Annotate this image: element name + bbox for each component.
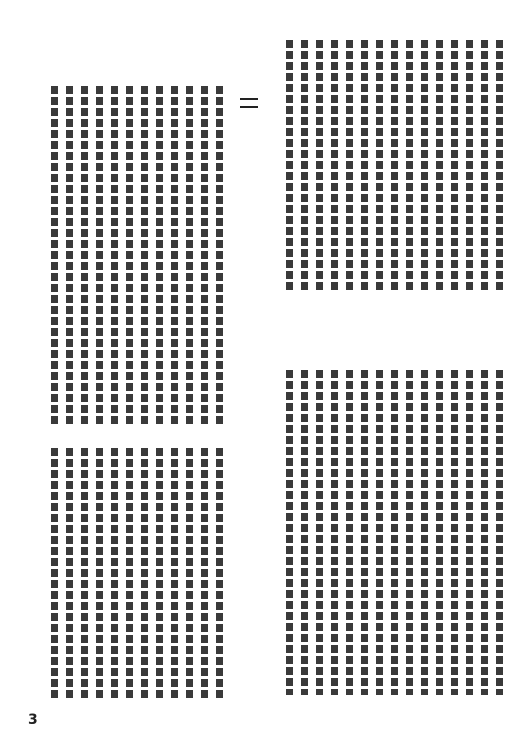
text-column	[495, 370, 504, 695]
text-column	[50, 448, 59, 698]
text-column	[95, 448, 104, 698]
text-column	[125, 86, 134, 426]
text-column	[435, 40, 444, 290]
text-column	[110, 448, 119, 698]
section-marker	[240, 96, 258, 110]
text-column	[405, 40, 414, 290]
text-column	[140, 86, 149, 426]
text-column	[80, 86, 89, 426]
text-column	[330, 40, 339, 290]
text-column	[185, 86, 194, 426]
text-column	[155, 448, 164, 698]
text-column	[215, 448, 224, 698]
text-column	[345, 40, 354, 290]
text-column	[435, 370, 444, 695]
text-column	[95, 86, 104, 426]
text-column	[50, 86, 59, 426]
text-column	[155, 86, 164, 426]
text-column	[170, 448, 179, 698]
text-column	[330, 370, 339, 695]
text-column	[315, 40, 324, 290]
text-column	[405, 370, 414, 695]
text-column	[345, 370, 354, 695]
page-number: 3	[28, 712, 38, 728]
text-column	[80, 448, 89, 698]
text-column	[450, 40, 459, 290]
text-block-upper-left	[36, 86, 226, 426]
text-column	[360, 370, 369, 695]
text-column	[170, 86, 179, 426]
text-column	[450, 370, 459, 695]
text-column	[375, 370, 384, 695]
text-column	[465, 370, 474, 695]
text-column	[285, 40, 294, 290]
text-column	[140, 448, 149, 698]
text-column	[200, 448, 209, 698]
text-block-upper-right	[268, 40, 506, 290]
text-column	[420, 40, 429, 290]
text-column	[285, 370, 294, 695]
text-column	[360, 40, 369, 290]
text-column	[65, 86, 74, 426]
text-column	[495, 40, 504, 290]
text-column	[215, 86, 224, 426]
text-column	[315, 370, 324, 695]
text-column	[300, 40, 309, 290]
text-block-lower-right	[268, 370, 506, 695]
text-column	[200, 86, 209, 426]
text-column	[300, 370, 309, 695]
text-column	[65, 448, 74, 698]
text-column	[390, 370, 399, 695]
text-column	[480, 40, 489, 290]
text-column	[390, 40, 399, 290]
text-column	[110, 86, 119, 426]
text-column	[480, 370, 489, 695]
text-column	[185, 448, 194, 698]
text-column	[375, 40, 384, 290]
text-block-lower-left	[36, 448, 226, 698]
text-column	[465, 40, 474, 290]
text-column	[125, 448, 134, 698]
text-column	[420, 370, 429, 695]
